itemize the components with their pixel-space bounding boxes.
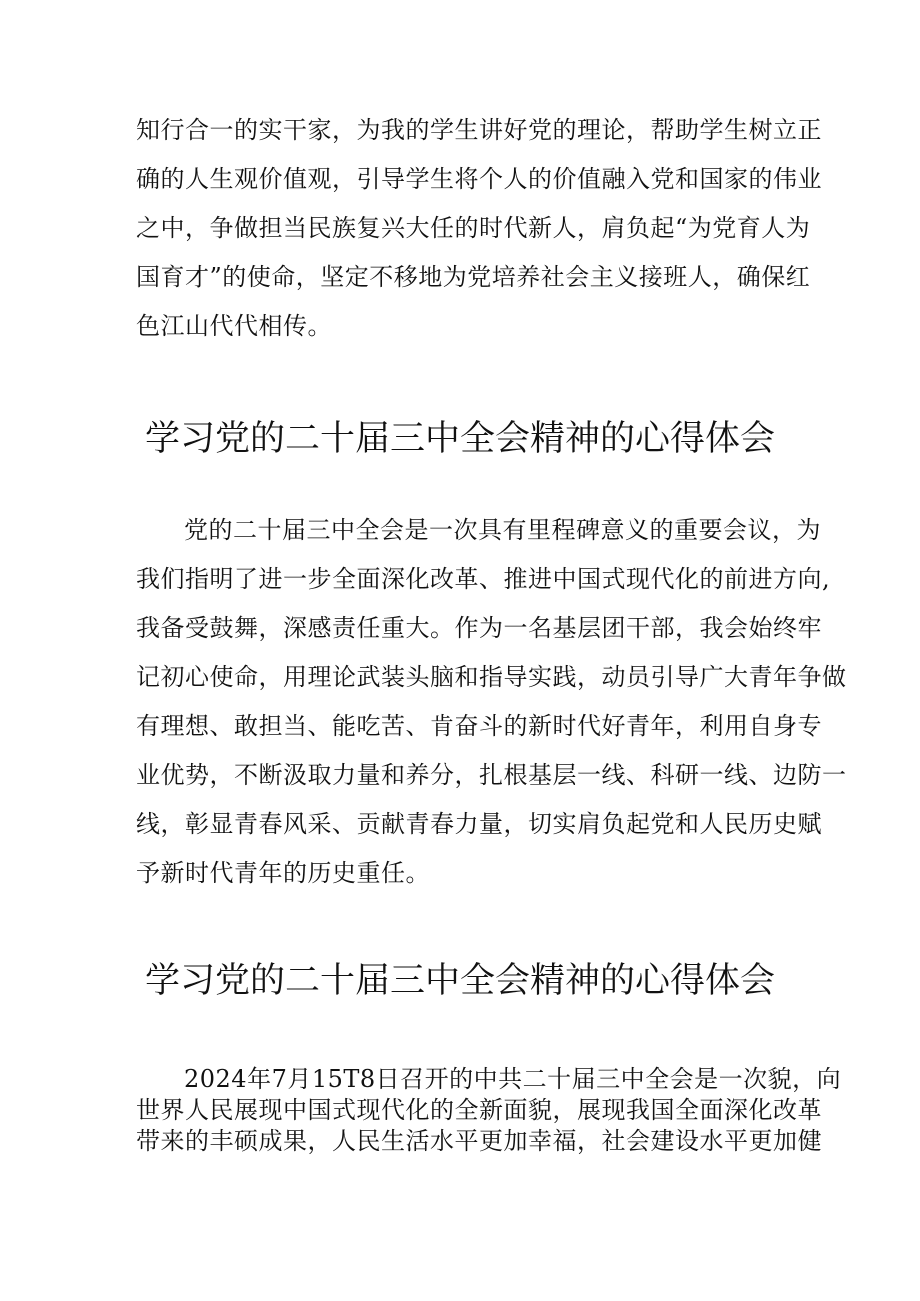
text-line: 带来的丰硕成果，人民生活水平更加幸福，社会建设水平更加健 [136,1127,822,1155]
section-heading-2: 学习党的二十届三中全会精神的心得体会 [144,961,775,1001]
text-line: 我备受鼓舞，深感责任重大。作为一名基层团干部，我会始终牢 [136,614,822,642]
text-line: 有理想、敢担当、能吃苦、肯奋斗的新时代好青年，利用自身专 [136,712,822,740]
paragraph-section-1 [136,506,847,898]
text-line: 知行合一的实干家，为我的学生讲好党的理论，帮助学生树立正 [136,116,822,144]
text-line: 线，彰显青春风采、贡献青春力量，切实肩负起党和人民历史赋 [136,810,822,838]
text-line: 予新时代青年的历史重任。 [136,859,430,887]
text-line: 业优势，不断汲取力量和养分，扎根基层一线、科研一线、边防一 [136,761,847,789]
paragraph-section-2 [136,1064,842,1157]
text-line: 2024年7月15T8日召开的中共二十届三中全会是一次貌，向 [184,1065,842,1093]
text-line: 记初心使命，用理论武装头脑和指导实践，动员引导广大青年争做 [136,663,847,691]
text-line: 之中，争做担当民族复兴大任的时代新人，肩负起“为党育人为 [136,214,811,242]
section-heading-1: 学习党的二十届三中全会精神的心得体会 [144,419,775,459]
paragraph-continuation [136,106,822,351]
text-line: 我们指明了进一步全面深化改革、推进中国式现代化的前进方向, [136,565,831,593]
text-line: 世界人民展现中国式现代化的全新面貌，展现我国全面深化改革 [136,1096,822,1124]
text-line: 确的人生观价值观，引导学生将个人的价值融入党和国家的伟业 [136,165,822,193]
text-line: 国育才”的使命，坚定不移地为党培养社会主义接班人，确保红 [136,263,811,291]
text-line: 色江山代代相传。 [136,312,332,340]
text-line: 党的二十届三中全会是一次具有里程碑意义的重要会议，为 [184,516,821,544]
